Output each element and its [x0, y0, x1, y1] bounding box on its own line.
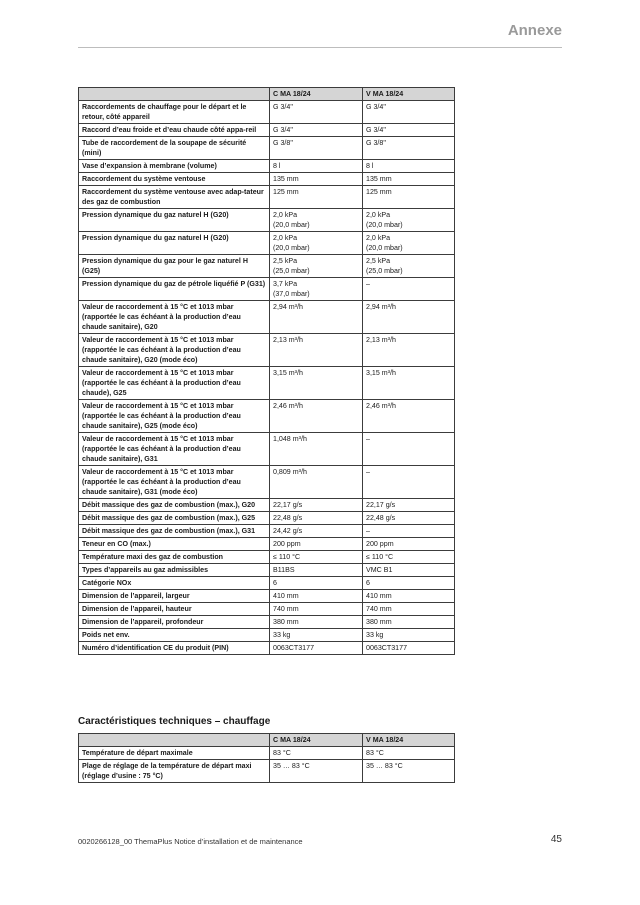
- row-label: Tube de raccordement de la soupape de sécurité (mini): [79, 137, 270, 160]
- value-v-ma: –: [363, 433, 455, 466]
- table-row: [79, 551, 455, 564]
- row-label: Numéro d’identification CE du produit (PIN): [79, 642, 270, 655]
- value-c-ma: 125 mm: [270, 186, 363, 209]
- row-label: Débit massique des gaz de combustion (max.), G31: [79, 525, 270, 538]
- row-label: Poids net env.: [79, 629, 270, 642]
- table-row: [79, 512, 455, 525]
- table-header-row: [79, 88, 455, 101]
- value-v-ma: 2,0 kPa (20,0 mbar): [363, 232, 455, 255]
- row-label: Valeur de raccordement à 15 °C et 1013 mbar (rapportée le cas échéant à la production d’eau chaude sanitaire), G31 (mode éco): [79, 466, 270, 499]
- value-c-ma: G 3/8": [270, 137, 363, 160]
- row-label: Dimension de l’appareil, hauteur: [79, 603, 270, 616]
- table-row: [79, 747, 455, 760]
- value-v-ma: G 3/4": [363, 101, 455, 124]
- spec-table-body: [79, 101, 455, 655]
- value-v-ma: VMC B1: [363, 564, 455, 577]
- row-label: Dimension de l’appareil, largeur: [79, 590, 270, 603]
- value-v-ma: 3,15 m³/h: [363, 367, 455, 400]
- row-label: Pression dynamique du gaz de pétrole liquéfié P (G31): [79, 278, 270, 301]
- value-c-ma: 2,5 kPa (25,0 mbar): [270, 255, 363, 278]
- table-row: [79, 629, 455, 642]
- value-c-ma: 24,42 g/s: [270, 525, 363, 538]
- row-label: Valeur de raccordement à 15 °C et 1013 mbar (rapportée le cas échéant à la production d’eau chaude sanitaire), G20 (mode éco): [79, 334, 270, 367]
- value-v-ma: 740 mm: [363, 603, 455, 616]
- value-v-ma: 410 mm: [363, 590, 455, 603]
- value-v-ma: 2,46 m³/h: [363, 400, 455, 433]
- table-row: [79, 124, 455, 137]
- value-c-ma: B11BS: [270, 564, 363, 577]
- spec-table-body: [79, 747, 455, 783]
- table-row: [79, 186, 455, 209]
- row-label: Raccord d’eau froide et d’eau chaude côté appa-reil: [79, 124, 270, 137]
- row-label: Débit massique des gaz de combustion (max.), G20: [79, 499, 270, 512]
- row-label: Catégorie NOx: [79, 577, 270, 590]
- value-c-ma: 200 ppm: [270, 538, 363, 551]
- row-label: Raccordements de chauffage pour le départ et le retour, côté appareil: [79, 101, 270, 124]
- table-row: [79, 499, 455, 512]
- row-label: Pression dynamique du gaz pour le gaz naturel H (G25): [79, 255, 270, 278]
- value-c-ma: 1,048 m³/h: [270, 433, 363, 466]
- value-v-ma: 8 l: [363, 160, 455, 173]
- value-c-ma: 6: [270, 577, 363, 590]
- value-c-ma: 2,46 m³/h: [270, 400, 363, 433]
- row-label: Pression dynamique du gaz naturel H (G20): [79, 209, 270, 232]
- value-c-ma: 410 mm: [270, 590, 363, 603]
- value-c-ma: 83 °C: [270, 747, 363, 760]
- value-v-ma: –: [363, 525, 455, 538]
- table-row: [79, 367, 455, 400]
- value-v-ma: 2,5 kPa (25,0 mbar): [363, 255, 455, 278]
- value-v-ma: 2,0 kPa (20,0 mbar): [363, 209, 455, 232]
- value-v-ma: 22,48 g/s: [363, 512, 455, 525]
- value-c-ma: 135 mm: [270, 173, 363, 186]
- table-row: [79, 760, 455, 783]
- value-c-ma: 3,15 m³/h: [270, 367, 363, 400]
- table-row: [79, 137, 455, 160]
- footer-page-number: 45: [550, 834, 562, 845]
- value-v-ma: 33 kg: [363, 629, 455, 642]
- spec-table-heating: [78, 733, 455, 783]
- table-row: [79, 209, 455, 232]
- table-row: [79, 538, 455, 551]
- value-c-ma: G 3/4": [270, 124, 363, 137]
- header-cell-c-ma: C MA 18/24: [270, 88, 363, 101]
- value-v-ma: 2,13 m³/h: [363, 334, 455, 367]
- table-row: [79, 433, 455, 466]
- value-c-ma: 22,17 g/s: [270, 499, 363, 512]
- value-c-ma: 3,7 kPa (37,0 mbar): [270, 278, 363, 301]
- value-v-ma: 35 … 83 °C: [363, 760, 455, 783]
- value-v-ma: 22,17 g/s: [363, 499, 455, 512]
- table-row: [79, 525, 455, 538]
- value-v-ma: 135 mm: [363, 173, 455, 186]
- row-label: Débit massique des gaz de combustion (max.), G25: [79, 512, 270, 525]
- header-cell-empty: [79, 88, 270, 101]
- section-heading-heating: Caractéristiques techniques – chauffage: [78, 716, 271, 727]
- value-c-ma: 0,809 m³/h: [270, 466, 363, 499]
- value-c-ma: 2,0 kPa (20,0 mbar): [270, 232, 363, 255]
- table-row: [79, 603, 455, 616]
- value-c-ma: 22,48 g/s: [270, 512, 363, 525]
- value-v-ma: –: [363, 466, 455, 499]
- row-label: Valeur de raccordement à 15 °C et 1013 mbar (rapportée le cas échéant à la production d’eau chaude sanitaire), G31: [79, 433, 270, 466]
- table-row: [79, 101, 455, 124]
- value-c-ma: 2,0 kPa (20,0 mbar): [270, 209, 363, 232]
- value-c-ma: G 3/4": [270, 101, 363, 124]
- value-c-ma: 35 … 83 °C: [270, 760, 363, 783]
- value-v-ma: 6: [363, 577, 455, 590]
- table-row: [79, 564, 455, 577]
- row-label: Types d’appareils au gaz admissibles: [79, 564, 270, 577]
- value-v-ma: G 3/4": [363, 124, 455, 137]
- spec-table-general: [78, 87, 455, 655]
- value-v-ma: 2,94 m³/h: [363, 301, 455, 334]
- row-label: Valeur de raccordement à 15 °C et 1013 mbar (rapportée le cas échéant à la production d’eau chaude sanitaire), G25 (mode éco): [79, 400, 270, 433]
- value-c-ma: ≤ 110 °C: [270, 551, 363, 564]
- header-cell-v-ma: V MA 18/24: [363, 88, 455, 101]
- value-c-ma: 0063CT3177: [270, 642, 363, 655]
- table-row: [79, 301, 455, 334]
- value-v-ma: G 3/8": [363, 137, 455, 160]
- row-label: Plage de réglage de la température de départ maxi (réglage d’usine : 75 °C): [79, 760, 270, 783]
- table-row: [79, 642, 455, 655]
- value-c-ma: 740 mm: [270, 603, 363, 616]
- header-divider: [78, 47, 562, 48]
- header-cell-v-ma: V MA 18/24: [363, 734, 455, 747]
- row-label: Teneur en CO (max.): [79, 538, 270, 551]
- table-row: [79, 232, 455, 255]
- table-row: [79, 577, 455, 590]
- row-label: Température maxi des gaz de combustion: [79, 551, 270, 564]
- table-row: [79, 278, 455, 301]
- table-header-row: [79, 734, 455, 747]
- value-v-ma: –: [363, 278, 455, 301]
- value-c-ma: 8 l: [270, 160, 363, 173]
- table-row: [79, 255, 455, 278]
- row-label: Valeur de raccordement à 15 °C et 1013 mbar (rapportée le cas échéant à la production d’eau chaude), G25: [79, 367, 270, 400]
- footer-document-reference: 0020266128_00 ThemaPlus Notice d’installation et de maintenance: [78, 837, 303, 846]
- value-c-ma: 2,13 m³/h: [270, 334, 363, 367]
- header-cell-empty: [79, 734, 270, 747]
- table-row: [79, 160, 455, 173]
- row-label: Raccordement du système ventouse avec adap-tateur des gaz de combustion: [79, 186, 270, 209]
- header-cell-c-ma: C MA 18/24: [270, 734, 363, 747]
- value-v-ma: 200 ppm: [363, 538, 455, 551]
- value-v-ma: 83 °C: [363, 747, 455, 760]
- row-label: Raccordement du système ventouse: [79, 173, 270, 186]
- table-row: [79, 616, 455, 629]
- row-label: Valeur de raccordement à 15 °C et 1013 mbar (rapportée le cas échéant à la production d’eau chaude sanitaire), G20: [79, 301, 270, 334]
- row-label: Dimension de l’appareil, profondeur: [79, 616, 270, 629]
- table-row: [79, 466, 455, 499]
- row-label: Pression dynamique du gaz naturel H (G20): [79, 232, 270, 255]
- value-v-ma: 380 mm: [363, 616, 455, 629]
- page-section-title: Annexe: [507, 22, 562, 39]
- table-row: [79, 590, 455, 603]
- row-label: Vase d’expansion à membrane (volume): [79, 160, 270, 173]
- value-c-ma: 2,94 m³/h: [270, 301, 363, 334]
- table-row: [79, 400, 455, 433]
- row-label: Température de départ maximale: [79, 747, 270, 760]
- table-row: [79, 173, 455, 186]
- value-v-ma: ≤ 110 °C: [363, 551, 455, 564]
- table-row: [79, 334, 455, 367]
- value-v-ma: 125 mm: [363, 186, 455, 209]
- value-c-ma: 33 kg: [270, 629, 363, 642]
- value-v-ma: 0063CT3177: [363, 642, 455, 655]
- value-c-ma: 380 mm: [270, 616, 363, 629]
